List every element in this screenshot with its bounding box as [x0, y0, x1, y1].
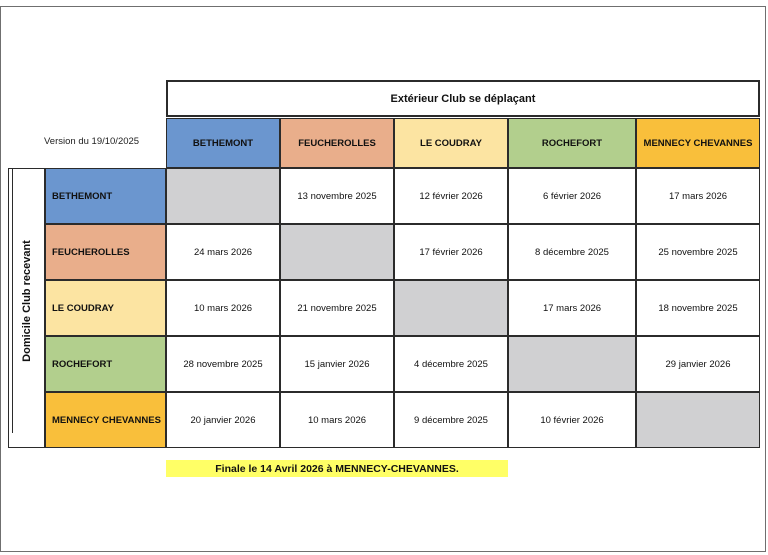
schedule-cell: 4 décembre 2025 — [394, 336, 508, 392]
row-header-mennecy-chevannes: MENNECY CHEVANNES — [45, 392, 166, 448]
schedule-cell: 9 décembre 2025 — [394, 392, 508, 448]
col-header-bethemont: BETHEMONT — [166, 118, 280, 168]
home-club-label-text: Domicile Club recevant — [20, 239, 33, 362]
schedule-cell: 29 janvier 2026 — [636, 336, 760, 392]
col-header-feucherolles: FEUCHEROLLES — [280, 118, 394, 168]
row-header-le-coudray: LE COUDRAY — [45, 280, 166, 336]
schedule-cell: 13 novembre 2025 — [280, 168, 394, 224]
schedule-cell: 10 février 2026 — [508, 392, 636, 448]
schedule-cell — [636, 392, 760, 448]
home-club-label — [8, 168, 45, 433]
schedule-cell: 25 novembre 2025 — [636, 224, 760, 280]
row-header-rochefort: ROCHEFORT — [45, 336, 166, 392]
col-header-rochefort: ROCHEFORT — [508, 118, 636, 168]
schedule-cell: 10 mars 2026 — [166, 280, 280, 336]
schedule-cell: 17 mars 2026 — [636, 168, 760, 224]
schedule-cell: 28 novembre 2025 — [166, 336, 280, 392]
row-header-bethemont: BETHEMONT — [45, 168, 166, 224]
schedule-cell: 10 mars 2026 — [280, 392, 394, 448]
schedule-cell: 15 janvier 2026 — [280, 336, 394, 392]
version-label: Version du 19/10/2025 — [44, 136, 140, 147]
schedule-cell — [508, 336, 636, 392]
schedule-cell: 24 mars 2026 — [166, 224, 280, 280]
schedule-cell: 17 mars 2026 — [508, 280, 636, 336]
schedule-cell — [280, 224, 394, 280]
schedule-cell — [394, 280, 508, 336]
schedule-cell: 6 février 2026 — [508, 168, 636, 224]
schedule-cell: 8 décembre 2025 — [508, 224, 636, 280]
schedule-cell: 18 novembre 2025 — [636, 280, 760, 336]
away-club-header: Extérieur Club se déplaçant — [166, 80, 760, 117]
finale-banner: Finale le 14 Avril 2026 à MENNECY-CHEVANNES. — [166, 460, 508, 477]
schedule-cell: 21 novembre 2025 — [280, 280, 394, 336]
schedule-cell: 17 février 2026 — [394, 224, 508, 280]
schedule-cell: 12 février 2026 — [394, 168, 508, 224]
schedule-cell: 20 janvier 2026 — [166, 392, 280, 448]
col-header-le-coudray: LE COUDRAY — [394, 118, 508, 168]
col-header-mennecy-chevannes: MENNECY CHEVANNES — [636, 118, 760, 168]
row-header-feucherolles: FEUCHEROLLES — [45, 224, 166, 280]
schedule-cell — [166, 168, 280, 224]
